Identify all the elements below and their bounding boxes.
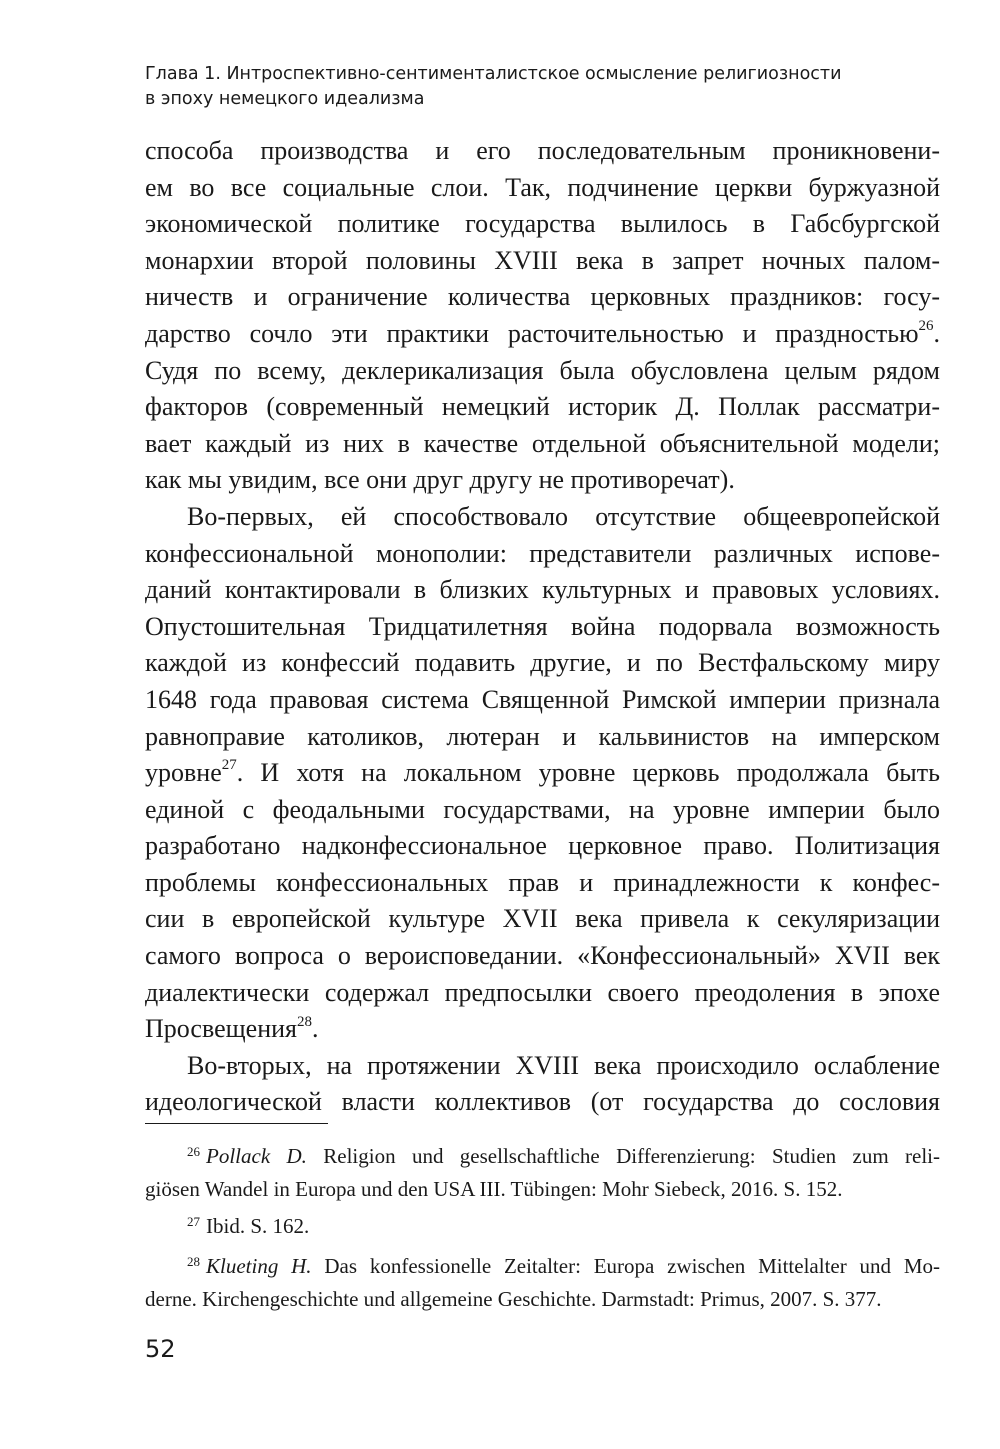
text-fragment: . И хотя на локальном уровне церковь продолжала быть xyxy=(236,758,940,788)
footnote-text: Religion und gesellschaftliche Differenzierung: Studien zum reli- xyxy=(306,1144,940,1168)
footnote-line xyxy=(145,1141,940,1174)
text-line xyxy=(145,755,940,792)
paragraph-2 xyxy=(145,499,940,1048)
page-number: 52 xyxy=(145,1335,176,1363)
text-line: даний контактировали в близких культурных и правовых условиях. xyxy=(145,575,940,605)
text-line: как мы увидим, все они друг другу не противоречат). xyxy=(145,465,735,495)
footnote-number: 28 xyxy=(187,1254,200,1269)
footnote-ref-28: 28 xyxy=(296,1013,312,1030)
text-line xyxy=(145,1011,940,1048)
text-line: самого вопроса о вероисповедании. «Конфессиональный» XVII век xyxy=(145,941,940,971)
footnote-gap xyxy=(145,1204,940,1211)
running-head xyxy=(145,62,945,112)
text-line: равноправие католиков, лютеран и кальвинистов на имперском xyxy=(145,721,940,751)
text-line: способа производства и его последовательным проникновени- xyxy=(145,136,940,165)
text-line: ничеств и ограничение количества церковных праздников: госу- xyxy=(145,282,940,312)
paragraph-1 xyxy=(145,133,940,499)
text-line: факторов (современный немецкий историк Д. Поллак рассматри- xyxy=(145,392,940,422)
footnote-author: Klueting H. xyxy=(206,1254,312,1278)
text-line: монархии второй половины XVIII века в запрет ночных палом- xyxy=(145,245,940,275)
text-line xyxy=(145,316,940,353)
footnote-ref-27: 27 xyxy=(221,757,237,774)
text-line: проблемы конфессиональных прав и принадлежности к конфес- xyxy=(145,867,940,897)
text-line: Во-вторых, на протяжении XVIII века происходило ослабление xyxy=(187,1050,940,1080)
text-fragment: Просвещения xyxy=(145,1014,297,1044)
text-line: идеологической власти коллективов (от государства до сословия xyxy=(145,1087,940,1117)
running-head-line-2: в эпоху немецкого идеализма xyxy=(145,89,425,109)
text-fragment: . xyxy=(311,1014,319,1044)
running-head-line-1: Глава 1. Интроспективно-сентименталистское осмысление религиозности xyxy=(145,64,842,84)
text-line: каждой из конфессий подавить другие, и по Вестфальскому миру xyxy=(145,648,940,678)
text-line: вает каждый из них в качестве отдельной объяснительной модели; xyxy=(145,428,940,458)
text-line: Судя по всему, деклерикализация была обусловлена целым рядом xyxy=(145,355,940,385)
text-line: Во-первых, ей способствовало отсутствие общеевропейской xyxy=(187,501,940,531)
footnote-line xyxy=(145,1211,940,1244)
footnote-line: derne. Kirchengeschichte und allgemeine Geschichte. Darmstadt: Primus, 2007. S. 377. xyxy=(145,1287,882,1311)
text-line: сии в европейской культуре XVII века привела к секуляризации xyxy=(145,904,940,934)
footnote-27 xyxy=(145,1211,940,1244)
footnote-divider xyxy=(145,1123,328,1124)
footnote-number: 27 xyxy=(187,1214,200,1229)
text-line: Опустошительная Тридцатилетняя война подорвала возможность xyxy=(145,611,940,641)
footnote-text: Ibid. S. 162. xyxy=(206,1214,310,1238)
text-fragment: уровне xyxy=(145,758,222,788)
main-text xyxy=(145,133,940,1121)
footnote-line: giösen Wandel in Europa und den USA III. Tübingen: Mohr Siebeck, 2016. S. 152. xyxy=(145,1177,843,1201)
text-line: конфессиональной монополии: представители различных испове- xyxy=(145,538,940,568)
footnote-ref-26: 26 xyxy=(918,318,934,335)
text-line: разработано надконфессиональное церковное право. Политизация xyxy=(145,831,940,861)
footnotes xyxy=(145,1141,940,1314)
text-line: единой с феодальными государствами, на уровне империи было xyxy=(145,794,940,824)
footnote-26 xyxy=(145,1141,940,1204)
text-line: ем во все социальные слои. Так, подчинение церкви буржуазной xyxy=(145,172,940,202)
footnote-number: 26 xyxy=(187,1144,200,1159)
footnote-line xyxy=(145,1251,940,1284)
text-fragment: . xyxy=(933,318,940,348)
text-fragment: дарство сочло эти практики расточительностью и праздностью xyxy=(145,318,919,348)
text-line: экономической политике государства вылилось в Габсбургской xyxy=(145,209,940,239)
paragraph-3 xyxy=(145,1048,940,1121)
text-line: 1648 года правовая система Священной Римской империи признала xyxy=(145,684,940,714)
footnote-gap xyxy=(145,1244,940,1251)
footnote-author: Pollack D. xyxy=(206,1144,307,1168)
footnote-text: Das konfessionelle Zeitalter: Europa zwischen Mittelalter und Mo- xyxy=(311,1254,941,1278)
footnote-28 xyxy=(145,1251,940,1314)
text-line: диалектически содержал предпосылки своего преодоления в эпохе xyxy=(145,977,940,1007)
